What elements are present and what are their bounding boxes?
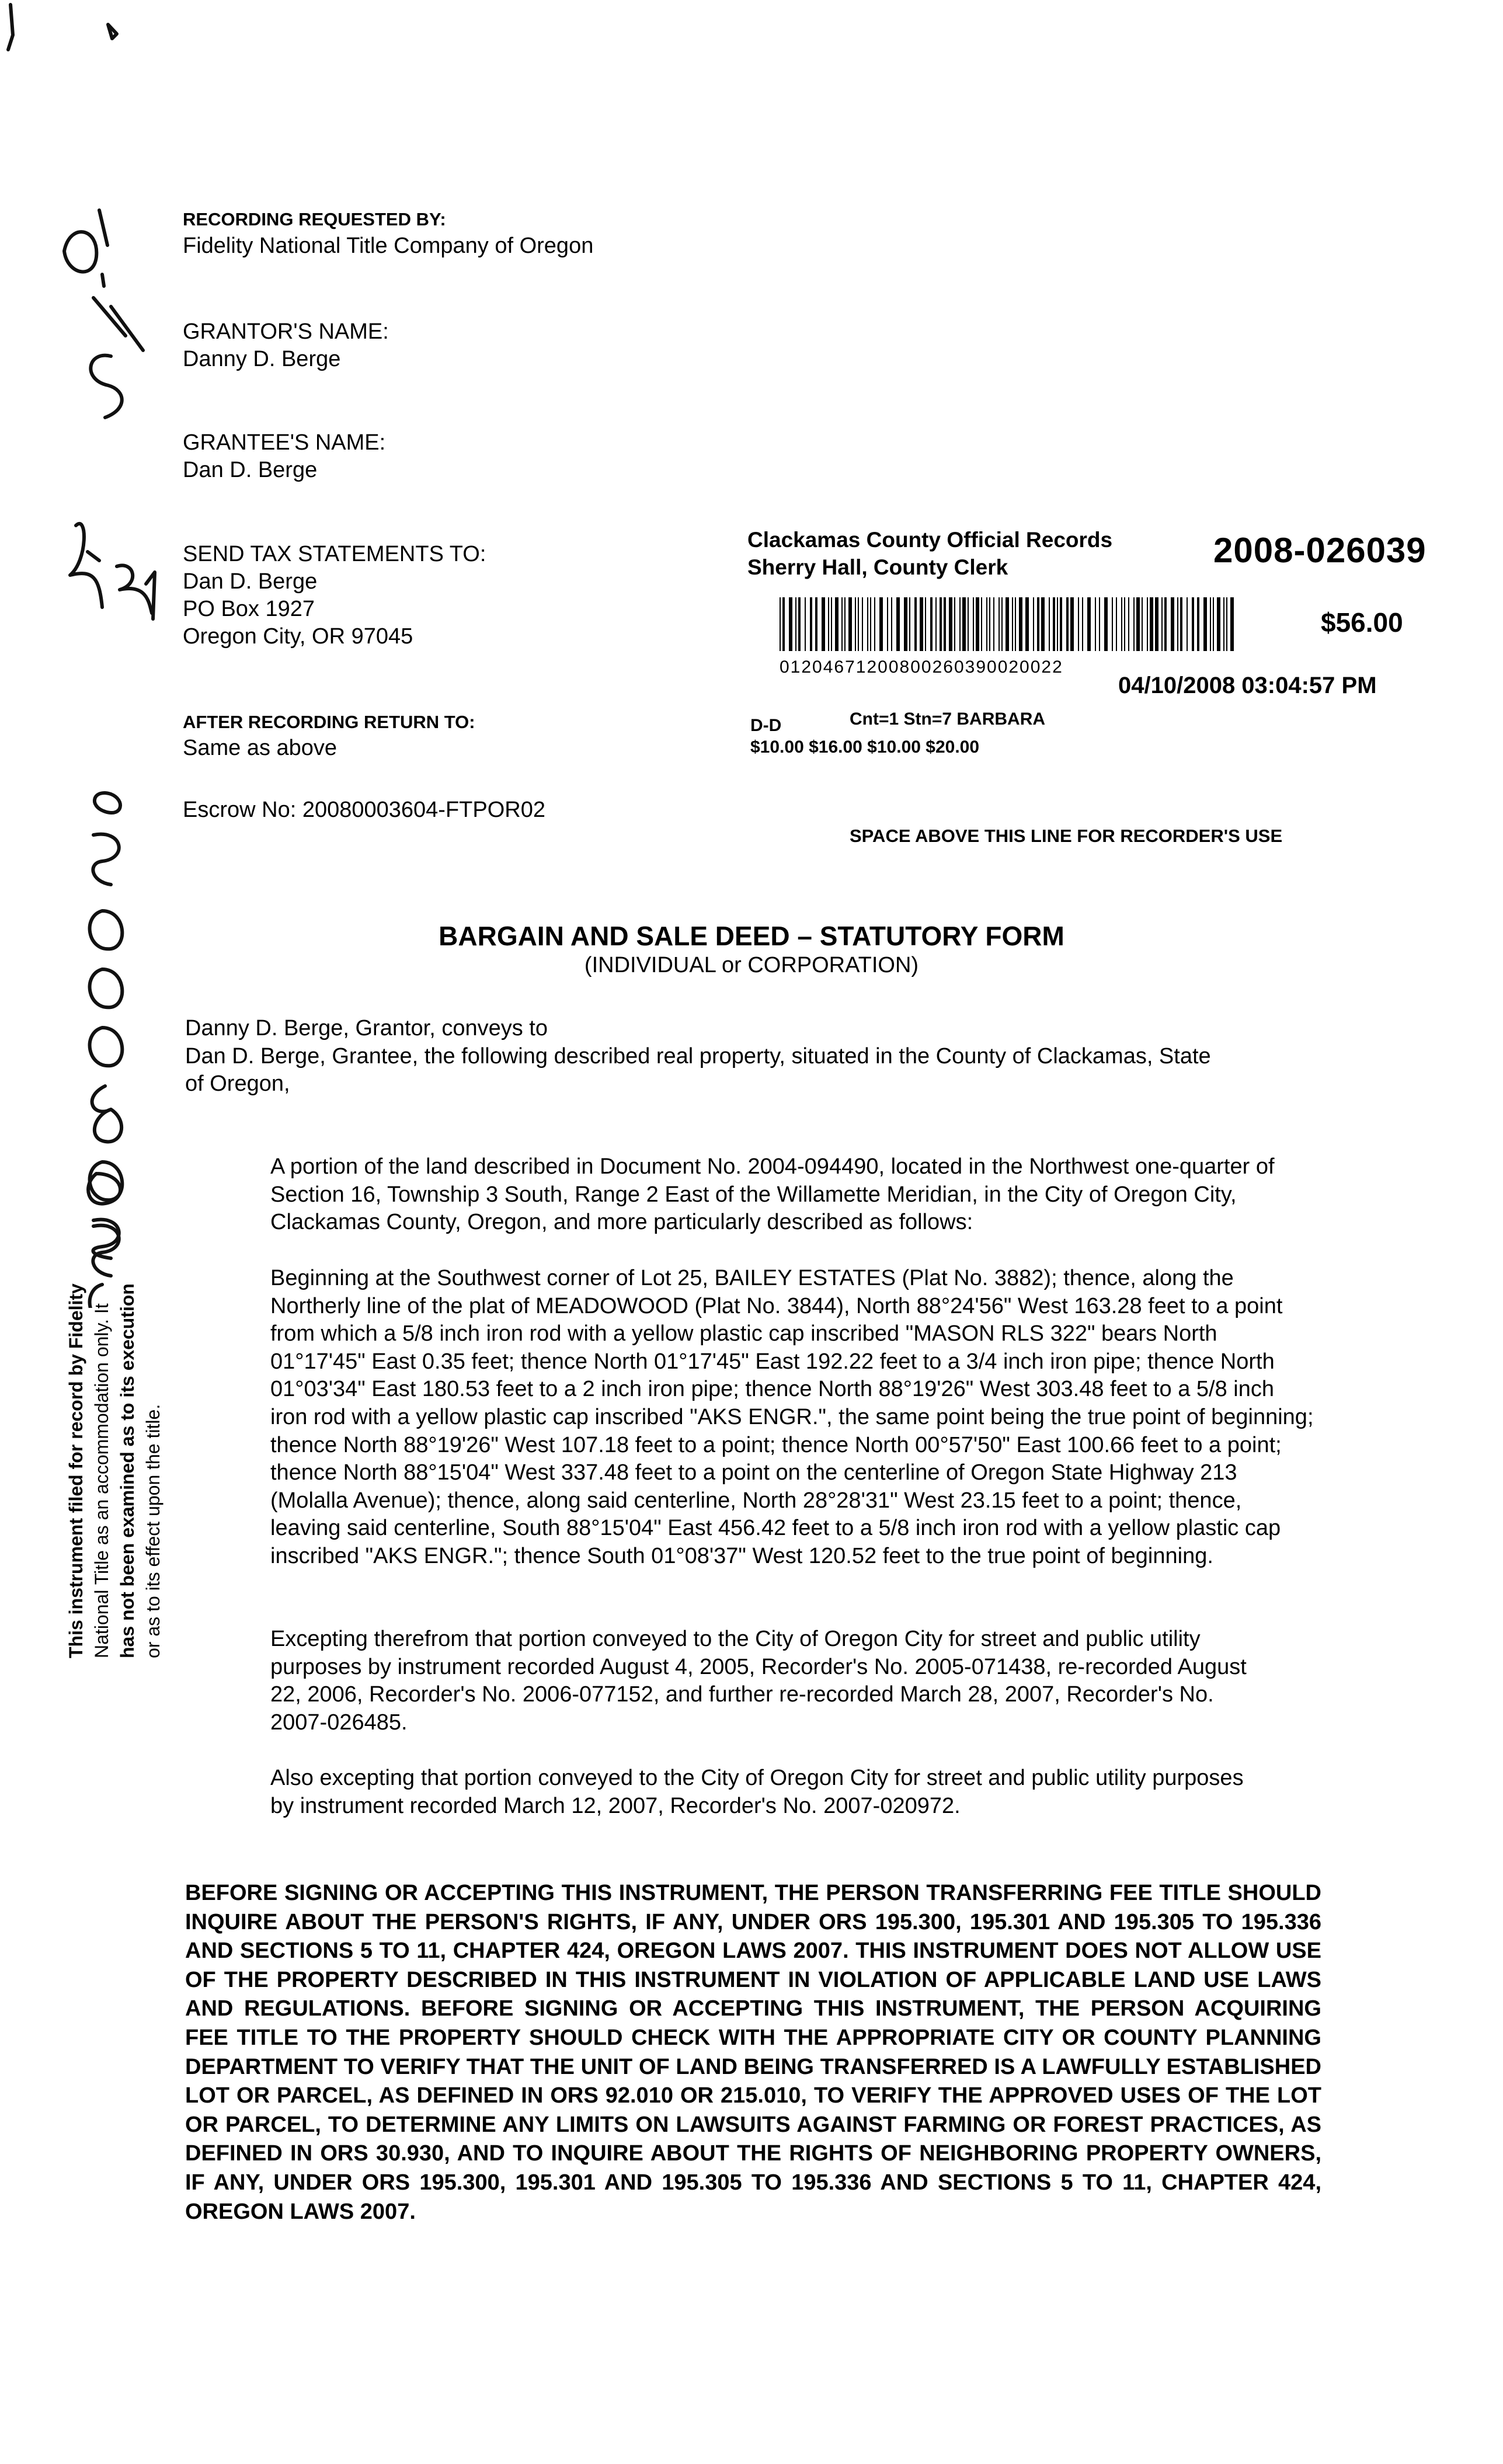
barcode-bar — [1019, 597, 1022, 651]
barcode-bar — [986, 597, 987, 651]
barcode-bar — [1226, 597, 1227, 651]
barcode-bar — [968, 597, 969, 651]
tax-line-name: Dan D. Berge — [183, 569, 318, 594]
barcode-bar — [981, 597, 982, 651]
barcode-bar — [1180, 597, 1182, 651]
barcode-bar — [1124, 597, 1125, 651]
barcode-bar — [874, 597, 875, 651]
grantee-label: GRANTEE'S NAME: — [183, 430, 386, 455]
barcode-bar — [1053, 597, 1055, 651]
barcode-bar — [1001, 597, 1003, 651]
recording-datetime: 04/10/2008 03:04:57 PM — [1118, 673, 1377, 698]
margin-stamp-line-1: This instrument filed for record by Fidelity — [65, 1283, 86, 1658]
barcode-bar — [920, 597, 923, 651]
barcode-bar — [993, 597, 994, 651]
exception-paragraph-2: Also excepting that portion conveyed to the City of Oregon City for street and public utility purposes by instrument recorded March 12, 2007, Recorder's No. 2007-020972. — [270, 1766, 1244, 1818]
barcode-bar — [935, 597, 937, 651]
barcode-bar — [1049, 597, 1050, 651]
barcode-bar — [798, 597, 801, 651]
barcode-bar — [1121, 597, 1122, 651]
barcode-bar — [1142, 597, 1143, 651]
barcode-bar — [1041, 597, 1045, 651]
barcode-bar — [1147, 597, 1148, 651]
handwritten-o3 — [70, 1168, 152, 1261]
barcode-bar — [962, 597, 966, 651]
recording-requested-value: Fidelity National Title Company of Oregon — [183, 234, 594, 258]
barcode-bar — [904, 597, 907, 651]
barcode-bar — [815, 597, 817, 651]
barcode-bar — [1171, 597, 1174, 651]
barcode-bar — [828, 597, 829, 651]
barcode-bar — [862, 597, 863, 651]
barcode-bar — [1223, 597, 1224, 651]
barcode-bar — [1213, 597, 1214, 651]
barcode-bar — [1197, 597, 1199, 651]
deed-title: BARGAIN AND SALE DEED – STATUTORY FORM — [439, 921, 1064, 951]
barcode-bar — [998, 597, 1000, 651]
exception-paragraph-1: Excepting therefrom that portion conveyed to the City of Oregon City for street and public utility purposes by instrument recorded August 4, 2005, Recorder's No. 2005-071438, re-recorded August 22, 2006, Recorder's No. 2006-077152, and further re-recorded March 28, 2007, Recorder's No. 2007-026485. — [270, 1627, 1247, 1735]
barcode-bar — [1133, 597, 1135, 651]
barcode-bar — [930, 597, 933, 651]
barcode-bar — [795, 597, 796, 651]
barcode-bar — [1128, 597, 1129, 651]
barcode-bar — [1203, 597, 1207, 651]
recorder-office: Clackamas County Official Records — [747, 528, 1113, 552]
barcode-bar — [879, 597, 883, 651]
barcode-bar — [1116, 597, 1117, 651]
tax-statements-label: SEND TAX STATEMENTS TO: — [183, 542, 486, 566]
barcode-bar — [1164, 597, 1167, 651]
barcode-bar — [949, 597, 952, 651]
escrow-number: Escrow No: 20080003604-FTPOR02 — [183, 798, 545, 822]
barcode-bar — [1104, 597, 1108, 651]
barcode-bar — [848, 597, 852, 651]
barcode-bar — [1177, 597, 1178, 651]
recording-fees: $10.00 $16.00 $10.00 $20.00 — [750, 737, 980, 757]
return-value: Same as above — [183, 736, 338, 760]
barcode-bar — [835, 597, 839, 651]
barcode-bar — [841, 597, 843, 651]
barcode-bar — [1095, 597, 1096, 651]
barcode-bar — [954, 597, 955, 651]
barcode-bar — [925, 597, 926, 651]
barcode-bar — [1099, 597, 1100, 651]
barcode-bar — [1066, 597, 1069, 651]
barcode-bar — [1078, 597, 1079, 651]
barcode-bar — [782, 597, 785, 651]
barcode-bar — [1087, 597, 1091, 651]
margin-stamp-line-4: or as to its effect upon the title. — [142, 1404, 163, 1658]
document-type: D-D — [750, 716, 782, 735]
barcode-bar — [855, 597, 856, 651]
barcode-bar — [973, 597, 974, 651]
barcode-bar — [858, 597, 859, 651]
barcode-bar — [1150, 597, 1153, 651]
barcode-bar — [1060, 597, 1062, 651]
barcode-bar — [1217, 597, 1220, 651]
barcode-bar — [1136, 597, 1140, 651]
grantee-value: Dan D. Berge — [183, 458, 318, 482]
deed-subtitle: (INDIVIDUAL or CORPORATION) — [584, 953, 919, 977]
grantor-value: Danny D. Berge — [183, 347, 341, 371]
recording-amount: $56.00 — [1321, 607, 1403, 638]
barcode-bar — [810, 597, 812, 651]
barcode-bar — [989, 597, 990, 651]
legal-description-paragraph-2: Beginning at the Southwest corner of Lot 25, BAILEY ESTATES (Plat No. 3882); thence, along the Northerly line of the plat of MEADOWOOD (Plat No. 3844), North 88°24'56" West 163.28 feet to a point from which a 5/8 inch iron rod with a yellow plastic cap inscribed "MASON RLS 322" bears North 01°17'45" East 0.35 feet; thence North 01°17'45" East 192.22 feet to a 3/4 inch iron pipe; thence North 01°03'34" East 180.53 feet to a 2 inch iron pipe; thence North 88°19'26" West 303.48 feet to a 5/8 inch iron rod with a yellow plastic cap inscribed "AKS ENGR.", the same point being the true point of beginning; thence North 88°19'26" West 107.18 feet to a point; thence North 00°57'50" East 100.66 feet to a point; thence North 88°15'04" West 337.48 feet to a point on the centerline of Oregon State Highway 213 (Molalla Avenue); thence, along said centerline, North 28°28'31" West 23.15 feet to a point; thence, leaving said centerline, South 88°15'04" East 456.42 feet to a 5/8 inch iron rod with a yellow plastic cap inscribed "AKS ENGR."; thence South 01°08'37" West 120.52 feet to the true point of beginning. — [270, 1266, 1314, 1568]
barcode-bar — [1037, 597, 1039, 651]
tax-line-pobox: PO Box 1927 — [183, 597, 315, 621]
barcode-bar — [887, 597, 888, 651]
barcode-bar — [1210, 597, 1211, 651]
return-label: AFTER RECORDING RETURN TO: — [183, 712, 475, 732]
margin-stamp-line-3: has not been examined as to its execution — [117, 1283, 138, 1658]
barcode-bar — [831, 597, 832, 651]
record-number: 2008-026039 — [1213, 531, 1427, 570]
barcode-bar — [870, 597, 871, 651]
barcode-bar — [1112, 597, 1113, 651]
grantor-label: GRANTOR'S NAME: — [183, 319, 389, 344]
barcode-bar — [940, 597, 942, 651]
barcode-bar — [944, 597, 946, 651]
barcode-bar — [789, 597, 792, 651]
barcode-bar — [780, 597, 781, 651]
barcode-bar — [1155, 597, 1158, 651]
barcode-bar — [1025, 597, 1029, 651]
barcode-bar — [914, 597, 917, 651]
barcode-bar — [1230, 597, 1234, 651]
tax-line-city: Oregon City, OR 97045 — [183, 624, 413, 649]
barcode-bar — [891, 597, 892, 651]
barcode-bar — [1012, 597, 1013, 651]
recording-counts: Cnt=1 Stn=7 BARBARA — [850, 709, 1046, 729]
barcode-bar — [844, 597, 846, 651]
barcode-bar — [805, 597, 806, 651]
barcode-number: 01204671200800260390020022 — [780, 657, 1063, 677]
barcode-bar — [1161, 597, 1163, 651]
recorder-clerk: Sherry Hall, County Clerk — [747, 555, 1008, 579]
barcode-bar — [1192, 597, 1194, 651]
barcode-bar — [1057, 597, 1058, 651]
barcode-bar — [909, 597, 910, 651]
barcode-bar — [1006, 597, 1009, 651]
barcode-bar — [976, 597, 979, 651]
legal-description-paragraph-1: A portion of the land described in Document No. 2004-094490, located in the Northwest one-quarter of Section 16, Township 3 South, Range 2 East of the Willamette Meridian, in the City of Oregon City, Clackamas County, Oregon, and more particularly described as follows: — [270, 1154, 1275, 1235]
barcode-bar — [1033, 597, 1034, 651]
barcode-bar — [822, 597, 825, 651]
barcode-bar — [959, 597, 961, 651]
barcode-bar — [1082, 597, 1083, 651]
margin-stamp-line-2: National Title as an accommodation only. It — [91, 1303, 112, 1658]
deed-intro: Danny D. Berge, Grantor, conveys to Dan D. Berge, Grantee, the following described real property, situated in the County of Clackamas, State of Oregon, — [185, 1016, 1211, 1097]
barcode-bar — [1187, 597, 1188, 651]
recorder-space-note: SPACE ABOVE THIS LINE FOR RECORDER'S USE — [850, 826, 1283, 846]
barcode-bar — [1015, 597, 1016, 651]
barcode-bar — [867, 597, 868, 651]
barcode — [780, 597, 1235, 651]
statutory-warning: BEFORE SIGNING OR ACCEPTING THIS INSTRUMENT, THE PERSON TRANSFERRING FEE TITLE SHOULD INQUIRE ABOUT THE PERSON'S RIGHTS, IF ANY, UNDER ORS 195.300, 195.301 AND 195.305 TO 195.336 AND SECTIONS 5 TO 11, CHAPTER 424, OREGON LAWS 2007. THIS INSTRUMENT DOES NOT ALLOW USE OF THE PROPERTY DESCRIBED IN THIS INSTRUMENT IN VIOLATION OF APPLICABLE LAND USE LAWS AND REGULATIONS. BEFORE SIGNING OR ACCEPTING THIS INSTRUMENT, THE PERSON ACQUIRING FEE TITLE TO THE PROPERTY SHOULD CHECK WITH THE APPROPRIATE CITY OR COUNTY PLANNING DEPARTMENT TO VERIFY THAT THE UNIT OF LAND BEING TRANSFERRED IS A LAWFULLY ESTABLISHED LOT OR PARCEL, AS DEFINED IN ORS 92.010 OR 215.010, TO VERIFY THE APPROVED USES OF THE LOT OR PARCEL, TO DETERMINE ANY LIMITS ON LAWSUITS AGAINST FARMING OR FOREST PRACTICES, AS DEFINED IN ORS 30.930, AND TO INQUIRE ABOUT THE RIGHTS OF NEIGHBORING PROPERTY OWNERS, IF ANY, UNDER ORS 195.300, 195.301 AND 195.305 TO 195.336 AND SECTIONS 5 TO 11, CHAPTER 424, OREGON LAWS 2007. — [185, 1881, 1321, 2224]
recording-requested-label: RECORDING REQUESTED BY: — [183, 209, 446, 229]
barcode-bar — [896, 597, 900, 651]
barcode-bar — [1070, 597, 1074, 651]
